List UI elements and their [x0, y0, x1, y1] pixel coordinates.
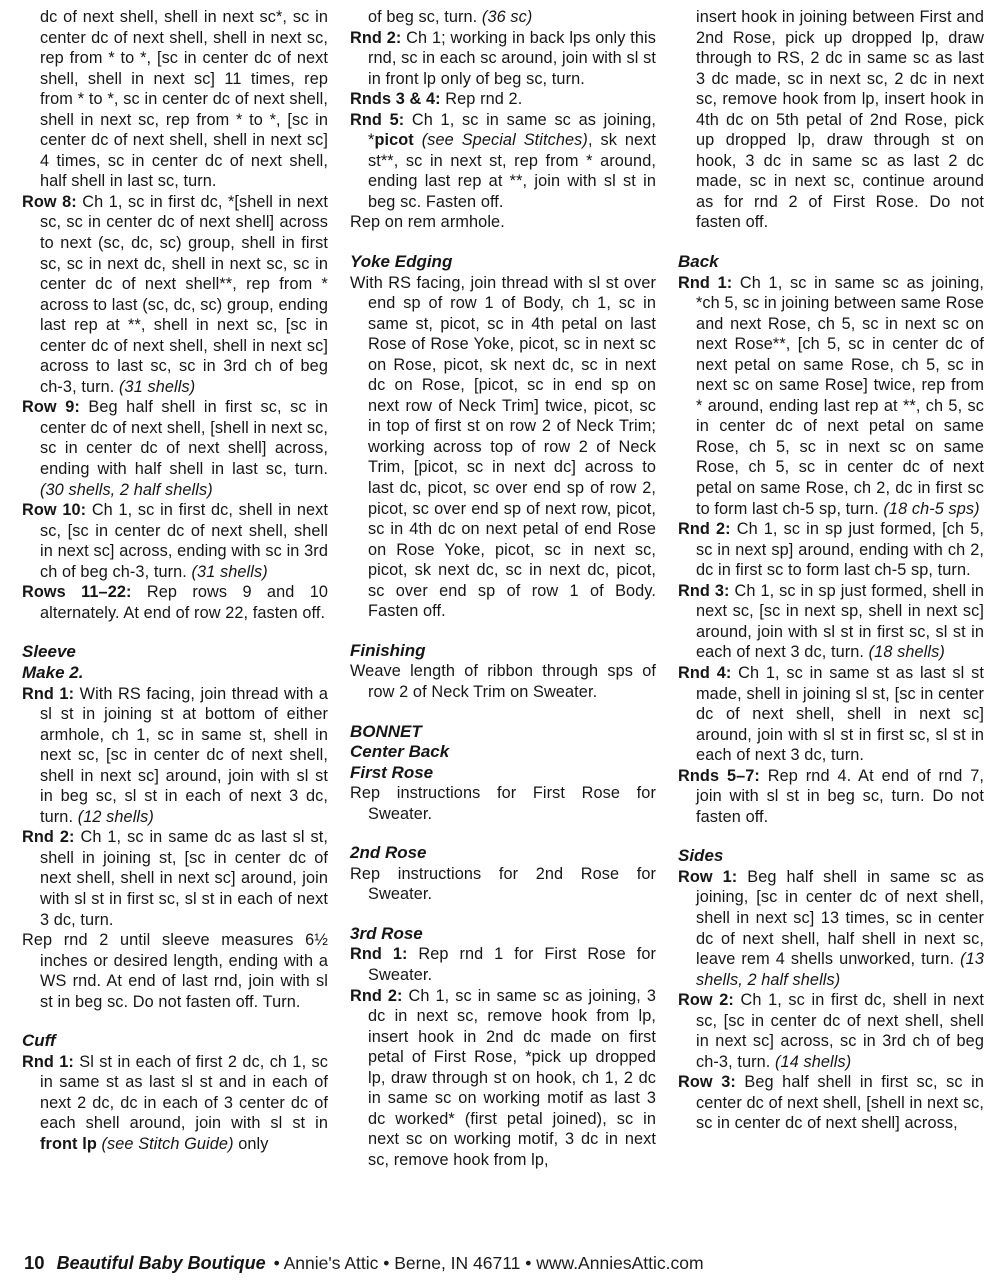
pattern-paragraph: [350, 661, 656, 702]
body-text: Rep on rem armhole.: [350, 213, 505, 232]
body-text: , sk next st**, sc in next st, rep from * around, ending last rep at **, join with sl st in beg sc. Fasten off.: [368, 131, 657, 211]
bold-text: Rnd 1:: [350, 945, 408, 964]
body-text: Beg half shell in first sc, sc in center dc of next shell, [shell in next sc, sc in center dc of next shell] across,: [696, 1073, 985, 1133]
pattern-paragraph: [678, 7, 984, 233]
italic-text: (30 shells, 2 half shells): [40, 480, 213, 499]
bold-text: Rows 11–22:: [22, 583, 132, 602]
body-text: insert hook in joining between First and 2nd Rose, pick up dropped lp, draw through to RS, 2 dc in same sc as last 3 dc made, sc in next sc, 2 dc in next sc, remove hook from lp, insert hook in 4th dc on 5th petal of 2nd Rose, pick up dropped lp, draw through st on hook, 3 dc in same sc as last 2 dc made, sc in next sc, continue around as for rnd 2 of First Rose. Do not fasten off.: [696, 8, 984, 232]
pattern-paragraph: [678, 581, 984, 663]
bold-text: Rnd 1:: [678, 273, 733, 292]
body-text: Beg half shell in first sc, sc in center dc of next shell, [shell in next sc, sc in center dc of next shell] across, ending with half shell in last sc, turn.: [40, 398, 329, 479]
section-heading: First Rose: [350, 762, 434, 782]
body-text: Rep rows 9 and 10 alternately. At end of row 22, fasten off.: [40, 583, 328, 622]
pattern-paragraph: [678, 990, 984, 1072]
body-text: Rep rnd 4. At end of rnd 7, join with sl st in beg sc, turn. Do not fasten off.: [696, 766, 984, 826]
bold-text: Row 3:: [678, 1073, 736, 1092]
italic-text: (18 shells): [868, 643, 945, 662]
bold-text: Rnds 3 & 4:: [350, 90, 441, 109]
bold-text: Rnd 2:: [22, 828, 75, 847]
body-text: Rep rnd 1 for First Rose for Sweater.: [368, 945, 656, 984]
body-text: Ch 1, sc in same sc as joining, *ch 5, sc in joining between same Rose and next Rose, ch 5, sc in next sc on next Rose**, [ch 5, sc in center dc of next petal on same Rose, ch 5, sc in next sc on same Rose] twice, rep from * around, ending last rep at **, ch 5, sc in center dc of next petal on same Rose, ch 5, sc in next sc on same Rose, ch 5, sc in center dc of next petal on same Rose, ch 2, dc in first sc to form last ch-5 sp, turn.: [696, 273, 984, 518]
pattern-paragraph: [350, 89, 656, 110]
publisher-info: • Annie's Attic • Berne, IN 46711 • www.AnniesAttic.com: [273, 1253, 704, 1273]
pattern-paragraph: [678, 867, 984, 990]
body-text: Ch 1, sc in same sc as joining, 3 dc in next sc, remove hook from lp, insert hook in 2nd dc made on first petal of First Rose, *pick up dropped lp, draw through st on hook, ch 1, 2 dc in same sc on working motif as last 3 dc worked* (first petal joined), sc in next sc on working motif, 3 dc in next sc, remove hook from lp,: [368, 986, 656, 1169]
section-heading: 3rd Rose: [350, 923, 423, 943]
body-text: Ch 1, sc in first dc, *[shell in next sc, sc in center dc of next shell] across to next (sc, dc, sc) group, shell in first sc, sc in next dc, shell in next sc, sc in center dc of next shell**, rep from * across to last (sc, dc, sc) group, ending last rep at **, shell in next sc, [sc in center dc of next shell, shell in next sc] across to last sc, sc in 3rd ch of beg ch-3, turn.: [40, 192, 328, 396]
italic-text: (18 ch-5 sps): [883, 499, 980, 518]
pattern-paragraph: [350, 944, 656, 985]
pattern-paragraph: [22, 397, 328, 500]
pattern-paragraph: [22, 192, 328, 397]
body-text: Sl st in each of first 2 dc, ch 1, sc in same st as last sl st and in each of next 2 dc, dc in each of 3 center dc of each shell around, join with sl st in: [40, 1052, 328, 1133]
body-text: Ch 1; working in back lps only this rnd, sc in each sc around, join with sl st in front lp only of beg sc, turn.: [368, 28, 656, 88]
page-number: 10: [24, 1252, 45, 1273]
bold-text: front lp: [40, 1134, 102, 1153]
pattern-paragraph: [22, 827, 328, 930]
text-column-3: [678, 7, 984, 1170]
text-column-1: [22, 7, 328, 1170]
bold-text: Rnd 2:: [350, 986, 403, 1005]
italic-text: (see Stitch Guide): [101, 1134, 234, 1153]
pattern-paragraph: [350, 864, 656, 905]
bold-text: Rnd 1:: [22, 684, 75, 703]
italic-text: (31 shells): [119, 377, 196, 396]
italic-text: (12 shells): [77, 807, 154, 826]
bold-text: Row 8:: [22, 192, 77, 211]
section-heading: BONNET: [350, 721, 422, 741]
section-heading: Yoke Edging: [350, 252, 453, 272]
pattern-paragraph: [22, 500, 328, 582]
bold-text: Rnd 2:: [678, 520, 731, 539]
pattern-paragraph: [350, 212, 656, 233]
pattern-paragraph: [22, 582, 328, 623]
bold-text: Rnd 3:: [678, 581, 730, 600]
section-heading: Finishing: [350, 640, 426, 660]
body-text: Ch 1, sc in first dc, shell in next sc, [sc in center dc of next shell, shell in next sc] across, sc in 3rd ch of beg ch-3, turn.: [696, 991, 985, 1071]
section-heading: Center Back: [350, 742, 450, 762]
pattern-paragraph: [22, 7, 328, 192]
bold-text: Row 1:: [678, 867, 738, 886]
body-text: With RS facing, join thread with sl st over end sp of row 1 of Body, ch 1, sc in same st, picot, sc in 4th petal on last Rose of Rose Yoke, picot, sc in next sc on Rose, picot, sk next dc, sc in next dc on Rose, [picot, sc in end sp on next row of Neck Trim] twice, picot, sc in top of first st on row 2 of Neck Trim; working across top of row 2 of Neck Trim, [picot, sc in next dc] across to last dc, picot, sc over end sp of row 2, picot, sc over end sp of next row, picot, sc in 4th dc on next petal of end Rose on Rose Yoke, picot, sc in next sc, picot, sk next dc, sc in next dc, picot, sc over end sp of row 1 of Body. Fasten off.: [350, 273, 656, 621]
section-heading: 2nd Rose: [350, 843, 427, 863]
pattern-paragraph: [350, 110, 656, 213]
bold-text: Rnd 2:: [350, 28, 402, 47]
section-heading: Back: [678, 252, 719, 272]
italic-text: (see Special Stitches): [421, 131, 588, 150]
section-heading: Make 2.: [22, 662, 84, 682]
pattern-paragraph: [350, 986, 656, 1171]
pattern-paragraph: [678, 273, 984, 520]
pattern-paragraph: [22, 1052, 328, 1155]
pattern-paragraph: [678, 1072, 984, 1134]
section-heading: Sides: [678, 846, 724, 866]
body-text: only: [233, 1134, 269, 1153]
body-text: Rep rnd 2.: [440, 90, 523, 109]
bold-text: picot: [374, 131, 422, 150]
book-title: Beautiful Baby Boutique: [56, 1253, 266, 1273]
body-text: Beg half shell in same sc as joining, [sc in center dc of next shell, shell in next sc] 13 times, sc in center dc of next shell, half shell in next sc, leave rem 4 shells unworked, turn.: [696, 867, 985, 969]
pattern-paragraph: [678, 766, 984, 828]
body-text: Rep instructions for 2nd Rose for Sweater.: [350, 864, 656, 904]
pattern-paragraph: [350, 7, 656, 28]
body-text: Rep rnd 2 until sleeve measures 6½ inches or desired length, ending with a WS rnd. At end of last rnd, join with sl st in beg sc. Do not fasten off. Turn.: [22, 931, 328, 1011]
bold-text: Row 10:: [22, 501, 87, 520]
body-text: Ch 1, sc in sp just formed, shell in next sc, [sc in next sp, shell in next sc] around, join with sl st in first sc, sl st in each of next 3 dc, turn.: [696, 581, 984, 662]
bold-text: Row 2:: [678, 991, 734, 1010]
bold-text: Rnd 4:: [678, 663, 732, 682]
pattern-paragraph: [22, 930, 328, 1012]
body-text: With RS facing, join thread with a sl st in joining st at bottom of either armhole, ch 1, sc in same st, shell in next sc, [sc in center dc of next shell, shell in next sc] around, join with sl st in beg sc, sl st in each of next 3 dc, turn.: [40, 684, 328, 826]
pattern-paragraph: [22, 684, 328, 828]
bold-text: Rnd 1:: [22, 1052, 74, 1071]
italic-text: (13 shells, 2 half shells): [696, 950, 984, 989]
bold-text: Row 9:: [22, 398, 80, 417]
section-heading: Sleeve: [22, 642, 76, 662]
bold-text: Rnds 5–7:: [678, 766, 760, 785]
pattern-paragraph: [350, 273, 656, 622]
italic-text: (36 sc): [481, 8, 533, 26]
pattern-paragraph: [678, 663, 984, 766]
body-text: Ch 1, sc in same sc as joining, *: [368, 110, 656, 150]
italic-text: (31 shells): [191, 562, 268, 581]
body-text: Weave length of ribbon through sps of row 2 of Neck Trim on Sweater.: [350, 662, 656, 701]
pattern-paragraph: [350, 28, 656, 90]
body-text: Ch 1, sc in sp just formed, [ch 5, sc in next sp] around, ending with ch 2, dc in first sc to form last ch-5 sp, turn.: [696, 520, 984, 580]
body-text: Ch 1, sc in first dc, shell in next sc, [sc in center dc of next shell, shell in next sc] across, ending with sc in 3rd ch of beg ch-3, turn.: [40, 501, 329, 581]
page-footer: [24, 1252, 976, 1274]
text-column-2: [350, 7, 656, 1170]
body-text: of beg sc, turn.: [368, 8, 482, 26]
italic-text: (14 shells): [775, 1052, 852, 1071]
body-text: Ch 1, sc in same st as last sl st made, shell in joining sl st, [sc in center dc of next shell, shell in next sc] around, join with sl st in first sc, sl st in each of next 3 dc, turn.: [696, 663, 984, 765]
pattern-paragraph: [350, 783, 656, 824]
section-heading: Cuff: [22, 1031, 56, 1051]
body-text: dc of next shell, shell in next sc*, sc in center dc of next shell, shell in next sc, rep from * to *, [sc in center dc of next shell, shell in next sc] 11 times, rep from * to *, sc in center dc of next shell, shell in next sc, rep from * to *, [sc in center dc of next shell, shell in next sc] 4 times, sc in center dc of next shell, half shell in last sc, turn.: [40, 8, 328, 191]
bold-text: Rnd 5:: [350, 110, 405, 129]
body-text: Rep instructions for First Rose for Sweater.: [350, 784, 656, 823]
pattern-paragraph: [678, 519, 984, 581]
body-text: Ch 1, sc in same dc as last sl st, shell in joining st, [sc in center dc of next shell, shell in next sc] around, join with sl st in first sc, sl st in each of next 3 dc, turn.: [40, 828, 328, 929]
